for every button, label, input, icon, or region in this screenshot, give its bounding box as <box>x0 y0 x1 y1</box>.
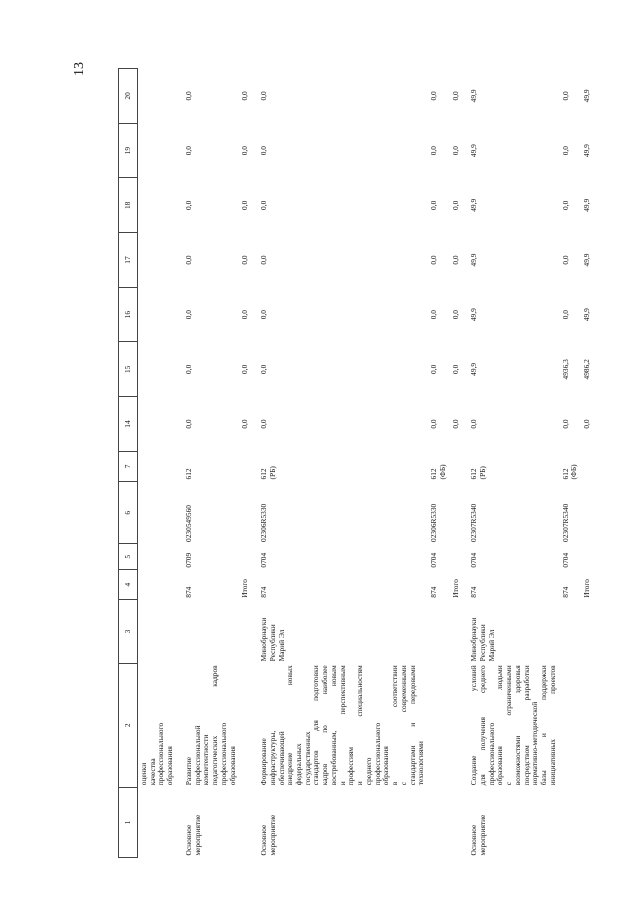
event-name-line: нормативно-методической <box>530 701 540 786</box>
event-name-line: профессиональной <box>192 725 202 786</box>
column-header: 5 <box>119 544 138 570</box>
cell-vr: 612 (РБ) <box>469 466 487 480</box>
cell-csr: 02306R5330 <box>429 503 439 542</box>
event-name-line: Формирование <box>259 738 269 786</box>
cell-rzpr <box>581 544 594 570</box>
cell-value: 0,0 <box>240 364 250 374</box>
cell-value: 0,0 <box>259 255 269 265</box>
event-name-line: образования <box>165 746 175 786</box>
cell-value: 49,9 <box>469 144 479 158</box>
cell-value: 0,0 <box>450 91 460 101</box>
event-name-line: оценки <box>139 762 148 786</box>
cell-csr: 02306R5330 <box>259 503 269 542</box>
page-number: 13 <box>72 62 87 76</box>
cell-value: 0,0 <box>450 310 460 320</box>
cell-value: 0,0 <box>560 255 570 265</box>
cell-event-name <box>581 663 594 787</box>
cell-rzpr: 0709 <box>183 552 193 568</box>
cell-event-type <box>428 787 449 857</box>
column-header: 14 <box>119 397 138 452</box>
cell-executor <box>560 600 581 664</box>
event-name-line: Развитие <box>183 756 193 786</box>
cell-value: 0,0 <box>259 146 269 156</box>
event-name-line: востребованным, новым <box>328 665 338 786</box>
cell-event-name <box>468 663 559 787</box>
cell-value: 0,0 <box>259 91 269 101</box>
cell-value: 0,0 <box>429 146 439 156</box>
cell-value: 0,0 <box>429 364 439 374</box>
event-name-line: стандартов для подготовки <box>311 665 321 786</box>
cell-value: 49,9 <box>582 253 592 267</box>
cell-vr <box>450 451 463 481</box>
event-name-line: педагогических кадров <box>210 665 220 786</box>
column-header: 17 <box>119 233 138 288</box>
event-name-line: среднего <box>363 757 373 786</box>
column-header: 2 <box>119 663 138 787</box>
cell-value <box>138 342 177 397</box>
cell-value: 0,0 <box>183 419 193 429</box>
event-name-line: стандартами и передовыми <box>407 665 417 786</box>
event-name-line: профессионального <box>218 722 228 786</box>
cell-value: 0,0 <box>240 255 250 265</box>
cell-value: 0,0 <box>450 255 460 265</box>
event-name-line: с современными <box>398 665 408 786</box>
column-header: 20 <box>119 69 138 124</box>
event-name-line: государственных <box>302 731 312 786</box>
cell-value <box>138 287 177 342</box>
cell-value: 0,0 <box>240 146 250 156</box>
table-row <box>450 69 463 858</box>
table-body <box>138 69 594 858</box>
event-name-line: с ограниченными <box>504 665 514 786</box>
cell-event-type <box>581 787 594 857</box>
cell-value: 0,0 <box>259 310 269 320</box>
table-header-row <box>119 69 138 858</box>
cell-grbs: Итого <box>240 579 250 598</box>
table-row <box>258 69 428 858</box>
cell-value: 0,0 <box>469 419 479 429</box>
table-row <box>239 69 252 858</box>
cell-value: 49,9 <box>469 308 479 322</box>
cell-event-type <box>138 787 177 857</box>
column-header: 6 <box>119 481 138 543</box>
column-header: 15 <box>119 342 138 397</box>
event-name-line: федеральных <box>294 743 304 786</box>
cell-value: 49,9 <box>582 144 592 158</box>
event-name-line: технологиями <box>416 741 426 786</box>
cell-value: 0,0 <box>259 364 269 374</box>
cell-vr: 612 (РБ) <box>259 466 277 480</box>
cell-event-name <box>239 663 252 787</box>
cell-vr <box>138 451 177 481</box>
cell-vr <box>239 451 252 481</box>
column-header: 3 <box>119 600 138 664</box>
cell-value: 0,0 <box>582 419 592 429</box>
rotated-table-wrapper <box>118 68 592 858</box>
cell-rzpr: 0704 <box>429 552 439 568</box>
cell-value: 0,0 <box>560 146 570 156</box>
cell-value: 0,0 <box>183 310 193 320</box>
column-header: 16 <box>119 287 138 342</box>
table-row <box>581 69 594 858</box>
cell-executor <box>138 600 177 664</box>
cell-value: 49,9 <box>469 89 479 103</box>
cell-event-name <box>560 663 581 787</box>
event-name-line: в соответствии <box>390 665 400 786</box>
event-name-line: образования людьми <box>495 665 505 786</box>
cell-value: 49,9 <box>582 198 592 212</box>
cell-value: 49,9 <box>469 198 479 212</box>
cell-value: 0,0 <box>450 419 460 429</box>
cell-grbs: Итого <box>450 579 460 598</box>
cell-value: 0,0 <box>450 200 460 210</box>
cell-value: 0,0 <box>240 310 250 320</box>
cell-value: 0,0 <box>450 146 460 156</box>
cell-vr <box>581 451 594 481</box>
cell-grbs: 874 <box>469 586 479 598</box>
event-name-line: образования <box>227 746 237 786</box>
cell-value: 0,0 <box>560 91 570 101</box>
cell-value: 0,0 <box>183 364 193 374</box>
cell-rzpr <box>239 544 252 570</box>
cell-rzpr <box>138 544 177 570</box>
cell-rzpr <box>450 544 463 570</box>
cell-event-name <box>138 663 177 787</box>
event-name-line: посредством разработки <box>521 665 531 786</box>
cell-value: 0,0 <box>240 91 250 101</box>
cell-grbs: 874 <box>429 586 439 598</box>
event-name-line: профессиям <box>346 747 356 786</box>
event-name-line: возможностями здоровья <box>512 665 522 786</box>
cell-value: 4986,2 <box>582 359 592 380</box>
column-header: 4 <box>119 570 138 600</box>
cell-rzpr: 0704 <box>560 552 570 568</box>
cell-event-type: Основное мероприятие <box>183 814 202 856</box>
cell-value: 4936,3 <box>560 359 570 380</box>
cell-value: 0,0 <box>429 91 439 101</box>
cell-executor: Минобрнауки Республики Марий Эл <box>259 617 286 662</box>
event-name-line: для получения среднего <box>477 665 487 786</box>
cell-value <box>138 123 177 178</box>
cell-event-type: Основное мероприятие <box>469 814 487 856</box>
budget-table <box>118 68 594 858</box>
cell-value: 0,0 <box>183 200 193 210</box>
event-name-line: обеспечивающей <box>276 731 286 786</box>
cell-csr <box>138 481 177 543</box>
event-name-line: профессионального <box>486 722 496 786</box>
cell-csr <box>450 481 463 543</box>
column-header: 18 <box>119 178 138 233</box>
cell-grbs <box>138 570 177 600</box>
cell-grbs: 874 <box>259 586 269 598</box>
event-name-line: качества <box>147 758 157 786</box>
cell-value <box>138 397 177 452</box>
cell-value: 0,0 <box>240 200 250 210</box>
event-name-line: и перспективным <box>337 665 347 786</box>
cell-value <box>138 178 177 233</box>
column-header: 19 <box>119 123 138 178</box>
cell-vr: 612 (ФБ) <box>429 464 447 480</box>
event-name-line: образования <box>381 746 391 786</box>
cell-value: 0,0 <box>429 419 439 429</box>
event-name-line: Создание условий <box>469 665 479 786</box>
cell-executor <box>581 600 594 664</box>
event-name-line: и специальностям <box>355 665 365 786</box>
cell-value: 0,0 <box>183 255 193 265</box>
cell-event-type <box>239 787 252 857</box>
cell-value: 0,0 <box>560 200 570 210</box>
cell-executor <box>428 600 449 664</box>
cell-vr: 612 <box>183 468 193 480</box>
event-name-line: базы и поддержки <box>539 665 549 786</box>
cell-value: 0,0 <box>183 91 193 101</box>
cell-csr: 02307R5340 <box>469 503 479 542</box>
event-name-line: инициативных проектов <box>547 665 557 786</box>
event-name-line: кадров по наиболее <box>320 665 330 786</box>
cell-event-name <box>258 663 428 787</box>
cell-csr <box>581 481 594 543</box>
event-name-line: компетентности <box>201 734 211 786</box>
cell-value: 0,0 <box>429 310 439 320</box>
cell-value: 0,0 <box>240 419 250 429</box>
cell-value: 0,0 <box>259 200 269 210</box>
cell-executor <box>450 600 463 664</box>
cell-event-type: Основное мероприятие <box>259 814 277 856</box>
cell-value: 49,9 <box>582 89 592 103</box>
table-row <box>560 69 581 858</box>
column-header: 1 <box>119 787 138 857</box>
cell-value: 49,9 <box>582 308 592 322</box>
cell-grbs: 874 <box>560 586 570 598</box>
event-name-line: инфраструктуры, <box>267 730 277 786</box>
cell-value: 0,0 <box>560 419 570 429</box>
cell-grbs: 874 <box>183 586 193 598</box>
cell-value: 0,0 <box>183 146 193 156</box>
cell-value <box>138 69 177 124</box>
event-name-line: профессионального <box>156 722 166 786</box>
table-row <box>138 69 177 858</box>
cell-rzpr: 0704 <box>469 552 479 568</box>
cell-grbs: Итого <box>582 579 592 598</box>
cell-executor <box>239 600 252 664</box>
cell-csr <box>239 481 252 543</box>
event-name-line: профессионального <box>372 722 382 786</box>
cell-value: 49,9 <box>469 362 479 376</box>
cell-value <box>138 233 177 288</box>
cell-event-name <box>450 663 463 787</box>
cell-event-name <box>183 663 239 787</box>
cell-executor <box>183 600 239 664</box>
cell-executor: Минобрнауки Республики Марий Эл <box>469 617 496 662</box>
table-row <box>468 69 559 858</box>
table-row <box>428 69 449 858</box>
cell-rzpr: 0704 <box>259 552 269 568</box>
cell-value: 0,0 <box>560 310 570 320</box>
cell-value: 0,0 <box>429 200 439 210</box>
cell-value: 0,0 <box>259 419 269 429</box>
table-row <box>183 69 239 858</box>
column-header: 7 <box>119 451 138 481</box>
event-name-line: внедрение новых <box>285 665 295 786</box>
cell-event-type <box>560 787 581 857</box>
cell-value: 0,0 <box>450 364 460 374</box>
cell-value: 0,0 <box>429 255 439 265</box>
cell-event-type <box>450 787 463 857</box>
cell-vr: 612 (ФБ) <box>560 464 579 480</box>
cell-event-name <box>428 663 449 787</box>
cell-value: 49,9 <box>469 253 479 267</box>
cell-csr: 0230549560 <box>183 505 193 542</box>
cell-csr: 02307R5340 <box>560 503 570 542</box>
